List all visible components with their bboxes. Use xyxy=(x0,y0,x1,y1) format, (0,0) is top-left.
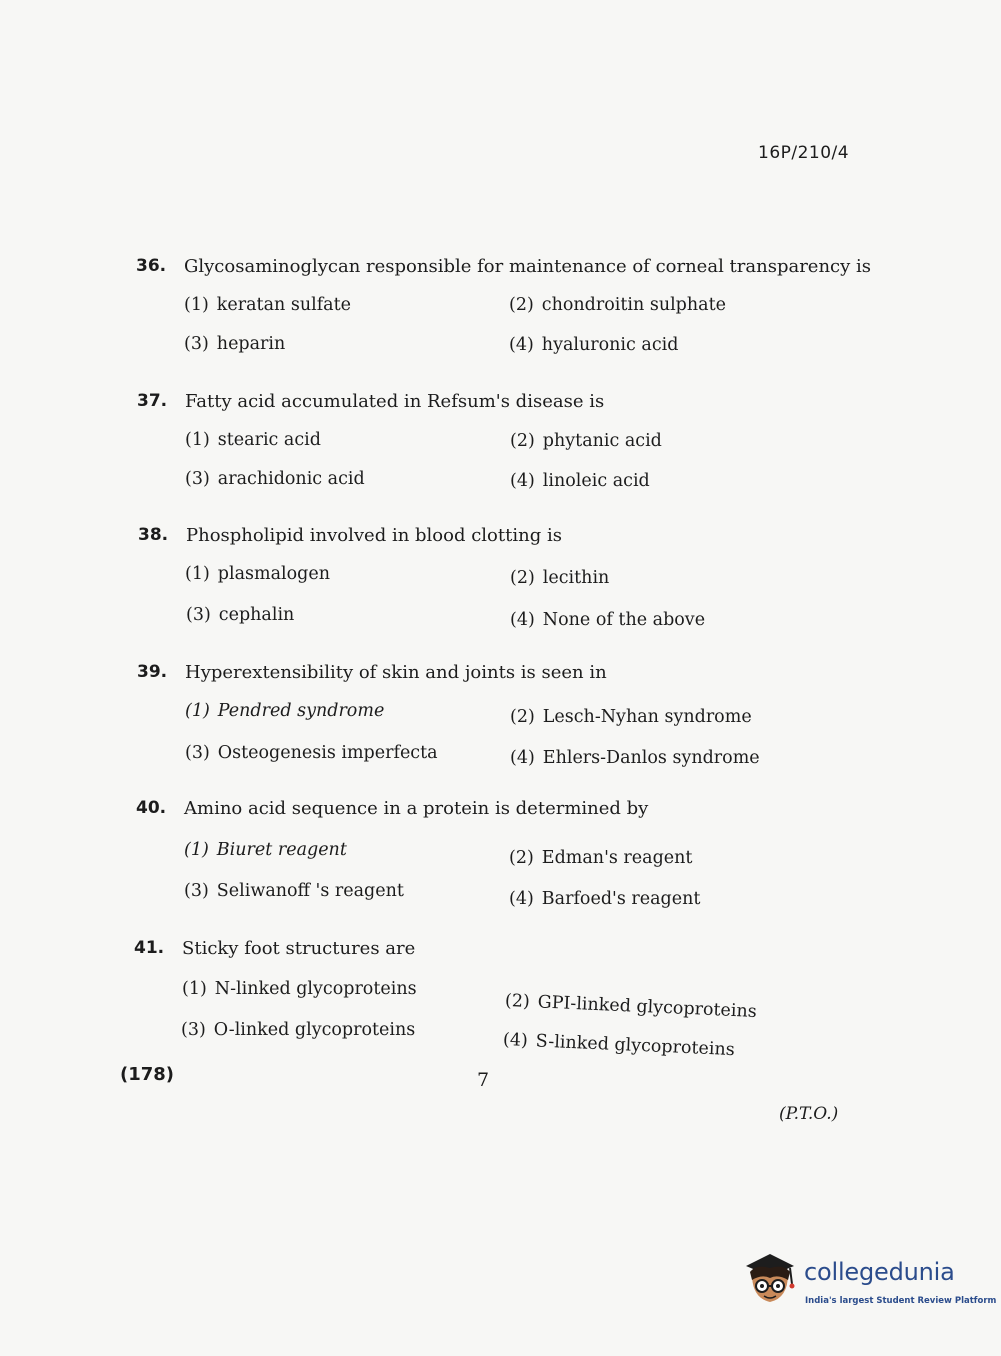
question-number: 40. xyxy=(136,798,167,818)
option xyxy=(185,743,438,763)
option-text: linoleic acid xyxy=(542,471,650,491)
option xyxy=(184,881,404,901)
option xyxy=(509,335,678,355)
option xyxy=(185,564,330,584)
option-text: Barfoed's reagent xyxy=(541,889,701,909)
option-text: cephalin xyxy=(218,605,295,625)
option-number: (2) xyxy=(509,295,534,315)
option-number: (3) xyxy=(184,881,209,901)
collegedunia-logo xyxy=(742,1248,997,1318)
option-number: (2) xyxy=(510,568,535,588)
option-number: (2) xyxy=(504,991,531,1013)
option-number: (3) xyxy=(185,743,210,763)
option xyxy=(181,1020,415,1040)
option xyxy=(184,840,347,860)
option-number: (1) xyxy=(185,430,210,450)
option xyxy=(185,469,365,489)
option-number: (3) xyxy=(181,1020,206,1040)
option-text: Seliwanoff 's reagent xyxy=(216,881,404,901)
brand-name: collegedunia xyxy=(804,1258,955,1286)
option xyxy=(510,610,705,630)
option-text: keratan sulfate xyxy=(216,295,352,315)
question-number: 41. xyxy=(134,938,165,958)
option-text: plasmalogen xyxy=(217,564,331,584)
option-number: (4) xyxy=(502,1030,529,1052)
option-number: (4) xyxy=(509,889,534,909)
option xyxy=(185,430,321,450)
option-number: (4) xyxy=(510,471,535,491)
option-text: hyaluronic acid xyxy=(541,335,679,355)
option-text: S-linked glycoproteins xyxy=(535,1031,736,1061)
question-number: 39. xyxy=(137,662,168,682)
booklet-code: (178) xyxy=(120,1064,175,1085)
option-text: GPI-linked glycoproteins xyxy=(537,992,758,1022)
option-number: (1) xyxy=(185,564,210,584)
option-number: (2) xyxy=(510,707,535,727)
option-number: (1) xyxy=(185,701,210,721)
option-text: Pendred syndrome xyxy=(217,701,385,721)
option xyxy=(510,707,752,727)
question-stem: Sticky foot structures are xyxy=(182,938,416,959)
page-code: 16P/210/4 xyxy=(758,143,850,163)
option-text: Lesch-Nyhan syndrome xyxy=(542,707,752,727)
question-stem: Amino acid sequence in a protein is determined by xyxy=(184,798,649,819)
option-text: N-linked glycoproteins xyxy=(214,979,417,999)
option-text: stearic acid xyxy=(217,430,321,450)
option-number: (1) xyxy=(184,295,209,315)
option-text: O-linked glycoproteins xyxy=(213,1020,416,1040)
option xyxy=(186,605,294,625)
option xyxy=(184,334,285,354)
option xyxy=(185,701,384,721)
question-stem: Hyperextensibility of skin and joints is seen in xyxy=(185,662,607,683)
option xyxy=(510,568,609,588)
option-number: (2) xyxy=(510,431,535,451)
option-number: (1) xyxy=(184,840,209,860)
option xyxy=(503,1030,736,1060)
question-stem: Glycosaminoglycan responsible for maintenance of corneal transparency is xyxy=(184,256,872,277)
option-number: (4) xyxy=(510,610,535,630)
option-text: phytanic acid xyxy=(542,431,662,451)
option xyxy=(182,979,417,999)
option xyxy=(505,991,758,1022)
option xyxy=(509,848,692,868)
question-number: 37. xyxy=(137,391,168,411)
option-text: lecithin xyxy=(542,568,610,588)
option-number: (3) xyxy=(184,334,209,354)
option-number: (3) xyxy=(185,469,210,489)
option-number: (3) xyxy=(186,605,211,625)
question-number: 38. xyxy=(138,525,169,545)
option-text: Edman's reagent xyxy=(541,848,693,868)
option-number: (1) xyxy=(182,979,207,999)
please-turn-over: (P.T.O.) xyxy=(779,1104,839,1124)
option-number: (4) xyxy=(510,748,535,768)
option-text: chondroitin sulphate xyxy=(541,295,726,315)
page-number: 7 xyxy=(477,1069,490,1091)
option-text: Osteogenesis imperfecta xyxy=(217,743,438,763)
option xyxy=(510,471,650,491)
option-text: Ehlers-Danlos syndrome xyxy=(542,748,760,768)
option-text: Biuret reagent xyxy=(216,840,347,860)
question-stem: Phospholipid involved in blood clotting is xyxy=(186,525,562,546)
option xyxy=(184,295,351,315)
option-text: None of the above xyxy=(542,610,706,630)
question-stem: Fatty acid accumulated in Refsum's disease is xyxy=(185,391,605,412)
option-text: arachidonic acid xyxy=(217,469,365,489)
mascot-icon xyxy=(742,1248,802,1310)
brand-tagline: India's largest Student Review Platform xyxy=(805,1296,997,1306)
option-number: (4) xyxy=(509,335,534,355)
option-number: (2) xyxy=(509,848,534,868)
option-text: heparin xyxy=(216,334,286,354)
question-number: 36. xyxy=(136,256,167,276)
option xyxy=(509,295,726,315)
option xyxy=(510,431,662,451)
option xyxy=(509,889,700,909)
option xyxy=(510,748,760,768)
